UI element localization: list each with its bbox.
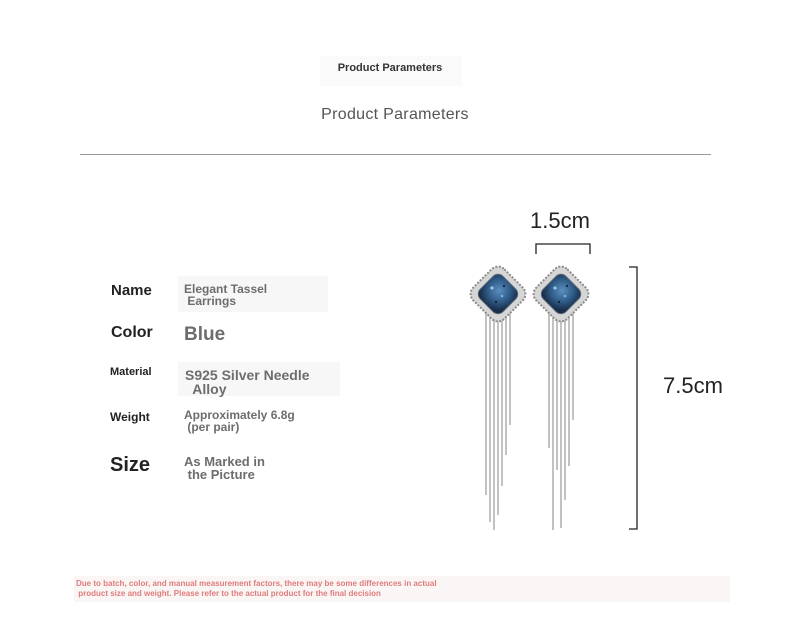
width-dimension: 1.5cm [530, 208, 590, 233]
page-title: Product Parameters [321, 106, 469, 123]
earrings-image [440, 230, 650, 540]
right-earring [530, 263, 592, 530]
spec-label-material: Material [110, 366, 152, 378]
height-bracket [629, 267, 637, 529]
spec-value-weight: Approximately 6.8g (per pair) [184, 408, 295, 434]
left-earring [467, 263, 529, 530]
height-dimension: 7.5cm [663, 373, 723, 398]
spec-label-color: Color [111, 324, 153, 341]
disclaimer-text: Due to batch, color, and manual measurement factors, there may be some differences in actual product size and weight. Please refer to the actual product for the final decision [76, 579, 437, 598]
spec-value-material: S925 Silver Needle Alloy [185, 367, 310, 397]
width-bracket [536, 244, 590, 254]
spec-value-size: As Marked in the Picture [184, 454, 265, 482]
spec-value-color: Blue [184, 324, 226, 345]
spec-label-name: Name [111, 282, 152, 299]
spec-value-name: Elegant Tassel Earrings [184, 282, 268, 308]
spec-label-size: Size [110, 454, 151, 476]
spec-label-weight: Weight [110, 410, 150, 424]
divider [80, 154, 711, 155]
page-title-small: Product Parameters [337, 62, 443, 74]
